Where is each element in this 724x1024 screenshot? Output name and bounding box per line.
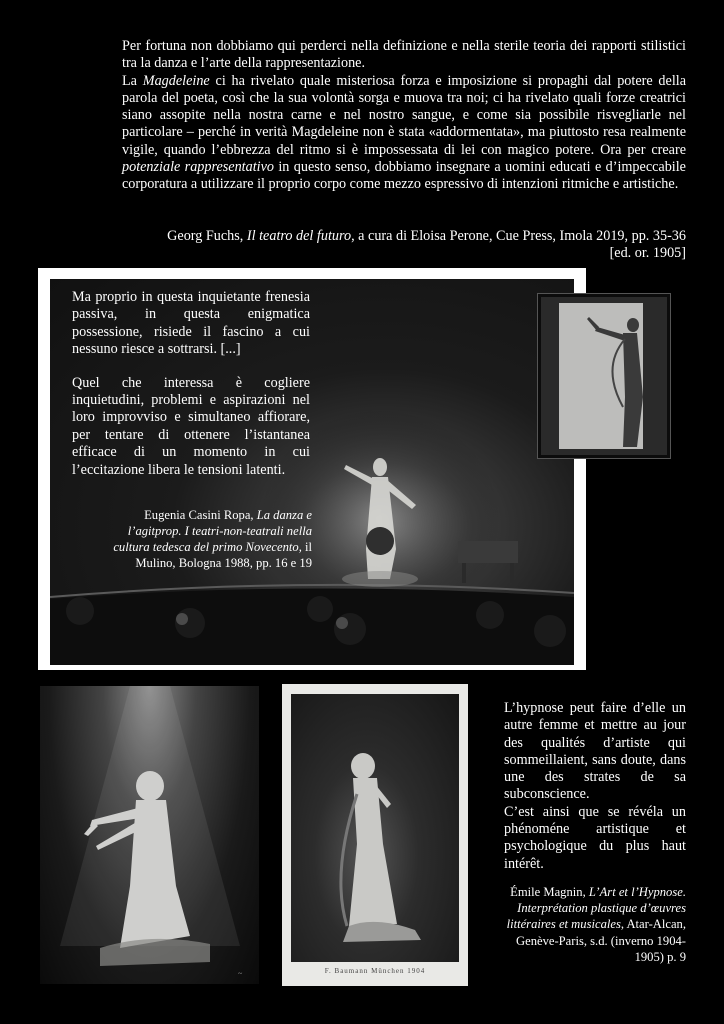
text-run: ci ha rivelato quale misteriosa forza e imposizione si propaghi dal potere della parola del poeta, così che la sua volontà sorga e muova tra noi; ci ha rivelato quali forze creatrici siano assopite nella nostra carne e nel nostro sangue, e come sia possibile risvegliarle nel particolare – perché in verità Magdeleine non è stata «addormentata», ma piuttosto resa realmente vigile, quando l’ebbrezza del ritmo si è impossessata di lei con magico potere. Ora per creare [122,72,686,158]
intro-paragraph-2 [122,73,686,194]
kneeling-dancer-illustration [40,686,259,984]
citation-fuchs-line1 [60,228,686,245]
quote-magnin [504,700,686,873]
citation-fuchs-line2: [ed. or. 1905] [609,245,686,262]
intro-paragraph-1: Per fortuna non dobbiamo qui perderci nella definizione e nella sterile teoria dei rapporti stilistici tra la danza e l’arte della rappresentazione. [122,38,686,72]
citation-author: Eugenia Casini Ropa, [144,508,257,522]
standing-dancer-illustration [291,694,459,962]
citation-title: La danza e l’agitprop. I teatri-non-teatrali nella cultura tedesca del primo Novecento [113,508,312,554]
text-run: in questo senso, dobbiamo insegnare a uomini educati e d’impeccabile corporatura a utilizzare il proprio corpo come mezzo espressivo di intenzioni ritmiche e artistiche. [122,159,686,193]
quote-ropa-paragraph-2: Quel che interessa è cogliere inquietudini, problemi e aspirazioni nel loro improvviso e simultaneo affiorare, per tentare di ottenere l’istantanea efficace di un momento in cui l’eccitazione libera le tensioni latenti. [72,374,310,478]
citation-ropa [100,507,312,571]
inset-dancer-illustration [541,297,667,455]
intro-passage [122,38,686,194]
quote-magnin-paragraph-1: L’hypnose peut faire d’elle un autre femme et mettre au jour des qualités d’artiste qui sommeillaient, sans doute, dans une des strates de sa subconscience. [504,700,686,803]
standing-dancer-photo [291,694,459,962]
inset-photo [538,294,670,458]
citation-magnin [500,884,686,965]
emphasis-potenziale: potenziale rappresentativo [122,159,274,176]
citation-details: , a cura di Eloisa Perone, Cue Press, Imola 2019, pp. 35-36 [351,228,686,244]
citation-author: Émile Magnin, [510,885,589,899]
photo-studio-caption: F. Baumann München 1904 [324,967,426,975]
emphasis-magdeleine: Magdeleine [142,72,210,89]
citation-title: Il teatro del futuro [246,228,352,244]
kneeling-dancer-photo [40,686,259,984]
text-run: La [122,72,143,89]
quote-magnin-paragraph-2: C’est ainsi que se révéla un phénoméne artistique et psychologique du plus haut intérêt. [504,803,686,872]
svg-text:~: ~ [238,969,243,978]
citation-title: L’Art et l’Hypnose. Interprétation plastique d’œuvres littéraires et musicales [506,885,686,932]
citation-fuchs [60,228,686,263]
citation-author: Georg Fuchs, [167,228,247,244]
quote-ropa-paragraph-1: Ma proprio in questa inquietante frenesia passiva, in questa enigmatica possessione, risiede il fascino a cui nessuno riesce a sottrarsi. [...] [72,289,310,358]
citation-details: , il Mulino, Bologna 1988, pp. 16 e 19 [135,540,312,570]
quote-ropa [72,289,310,495]
citation-details: , Atar-Alcan, Genève-Paris, s.d. (inverno 1904-1905) p. 9 [516,917,686,964]
